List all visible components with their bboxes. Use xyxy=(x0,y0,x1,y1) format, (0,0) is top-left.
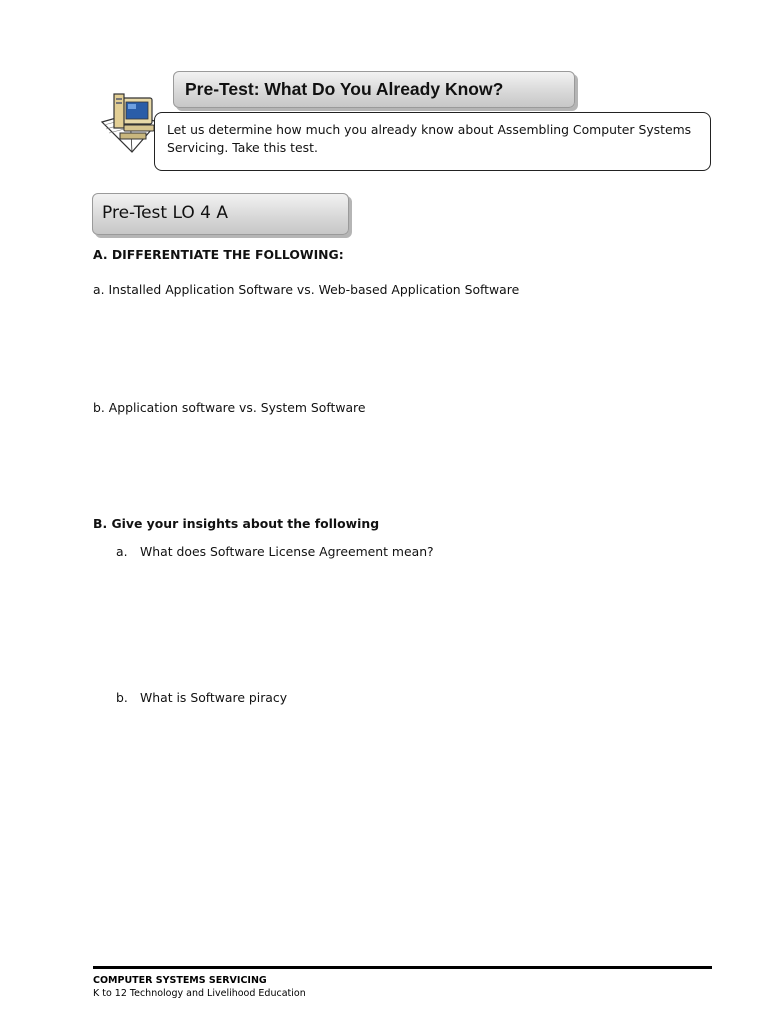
section-a-item-b: b. Application software vs. System Software xyxy=(93,400,366,415)
lo-title-banner xyxy=(92,193,349,235)
section-a-item-a: a. Installed Application Software vs. Web-based Application Software xyxy=(93,282,520,297)
section-b-item-a-marker: a. xyxy=(116,544,128,559)
footer-rule xyxy=(93,966,712,969)
footer-course-title: COMPUTER SYSTEMS SERVICING xyxy=(93,975,267,986)
lo-title: Pre-Test LO 4 A xyxy=(102,203,228,223)
section-b-heading: B. Give your insights about the following xyxy=(93,516,380,531)
pretest-title: Pre-Test: What Do You Already Know? xyxy=(185,79,504,99)
section-b-item-b-marker: b. xyxy=(116,690,128,705)
pretest-title-banner xyxy=(173,71,575,108)
section-a-heading: A. DIFFERENTIATE THE FOLLOWING: xyxy=(93,247,344,262)
section-b-item-a: What does Software License Agreement mean? xyxy=(140,544,434,559)
intro-box xyxy=(154,112,711,171)
intro-text: Let us determine how much you already know about Assembling Computer Systems Servicing. Take this test. xyxy=(167,122,692,155)
section-b-item-b: What is Software piracy xyxy=(140,690,288,705)
footer-program: K to 12 Technology and Livelihood Education xyxy=(93,988,306,999)
